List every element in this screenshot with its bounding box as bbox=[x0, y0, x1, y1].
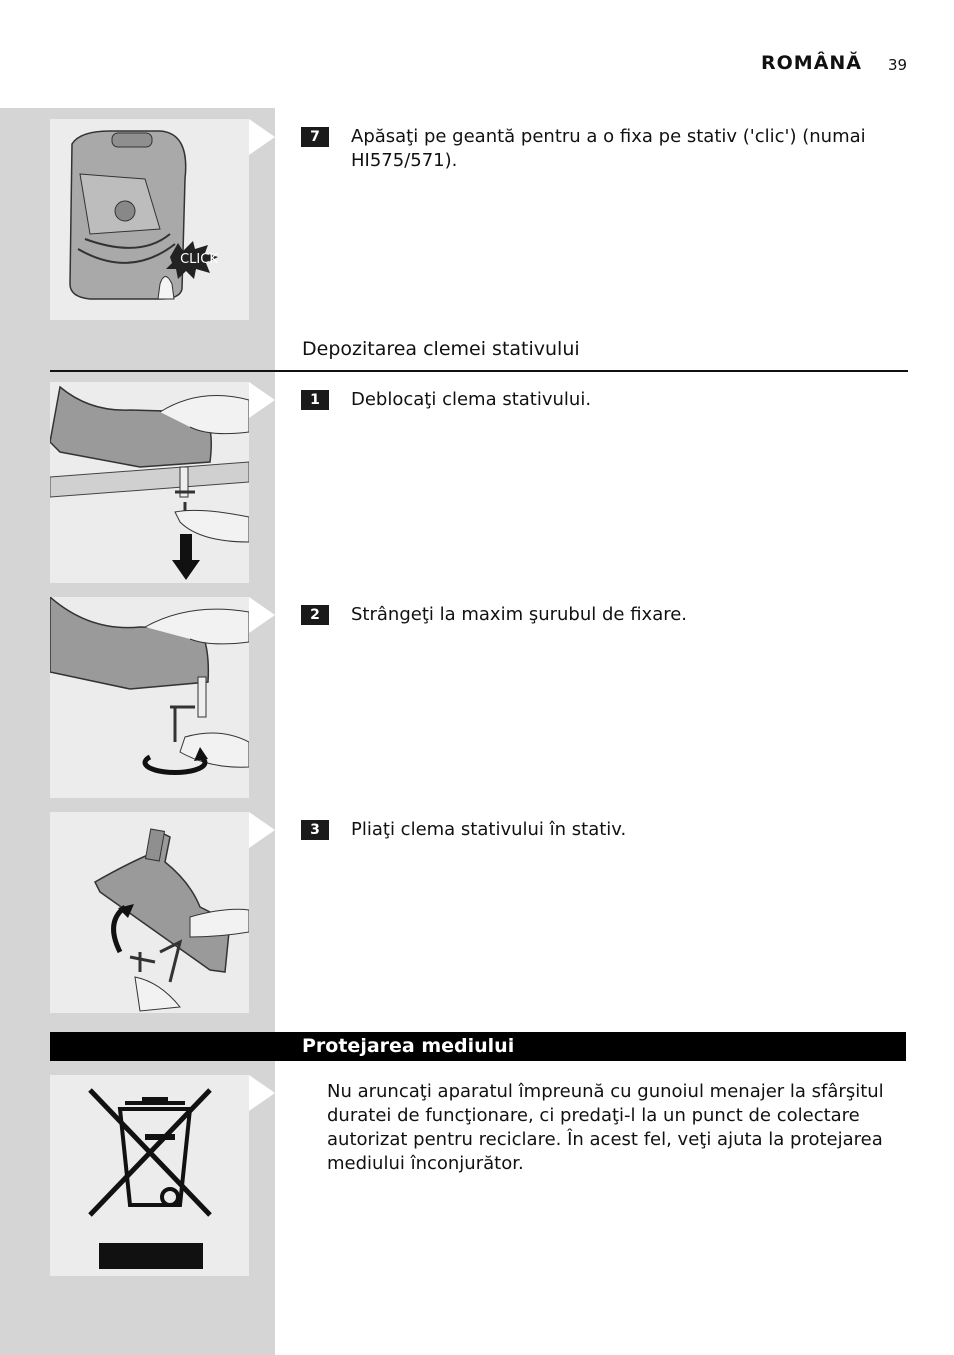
unlock-clamp-drawing bbox=[50, 382, 249, 583]
illustration-fold-clamp bbox=[50, 812, 249, 1013]
panel-notch bbox=[249, 119, 275, 155]
panel-notch bbox=[249, 597, 275, 633]
click-label: CLICK bbox=[180, 252, 218, 267]
section-divider bbox=[50, 370, 908, 372]
illustration-unlock-clamp bbox=[50, 382, 249, 583]
step-number-2: 2 bbox=[301, 605, 329, 625]
step-number-1: 1 bbox=[301, 390, 329, 410]
step-text-1: Deblocaţi clema stativului. bbox=[351, 389, 592, 410]
section-title-environment: Protejarea mediului bbox=[302, 1035, 515, 1057]
environment-text: Nu aruncaţi aparatul împreună cu gunoiul menajer la sfârşitul duratei de funcţionare, ci predaţi-l la un punct de colectare autorizat pentru reciclare. În acest fel, veţi ajuta la protejarea mediului înconjurător. bbox=[327, 1081, 884, 1174]
illustration-tighten-screw bbox=[50, 597, 249, 798]
step-text-7: Apăsaţi pe geantă pentru a o fixa pe stativ ('clic') (numai HI575/571). bbox=[351, 126, 866, 171]
language-header: ROMÂNĂ bbox=[761, 52, 862, 74]
step-text-3: Pliaţi clema stativului în stativ. bbox=[351, 819, 627, 840]
illustration-bag-click bbox=[50, 119, 249, 320]
panel-notch bbox=[249, 812, 275, 848]
fold-clamp-drawing bbox=[50, 812, 249, 1013]
page-number: 39 bbox=[888, 56, 908, 74]
tighten-screw-drawing bbox=[50, 597, 249, 798]
crossed-bin-icon bbox=[50, 1075, 249, 1276]
illustration-weee-bin bbox=[50, 1075, 249, 1276]
step-text-2: Strângeţi la maxim şurubul de fixare. bbox=[351, 604, 688, 625]
section-title-storage: Depozitarea clemei stativului bbox=[302, 338, 580, 360]
step-number-3: 3 bbox=[301, 820, 329, 840]
bag-click-drawing bbox=[50, 119, 249, 320]
step-number-7: 7 bbox=[301, 127, 329, 147]
panel-notch bbox=[249, 382, 275, 418]
panel-notch bbox=[249, 1075, 275, 1111]
